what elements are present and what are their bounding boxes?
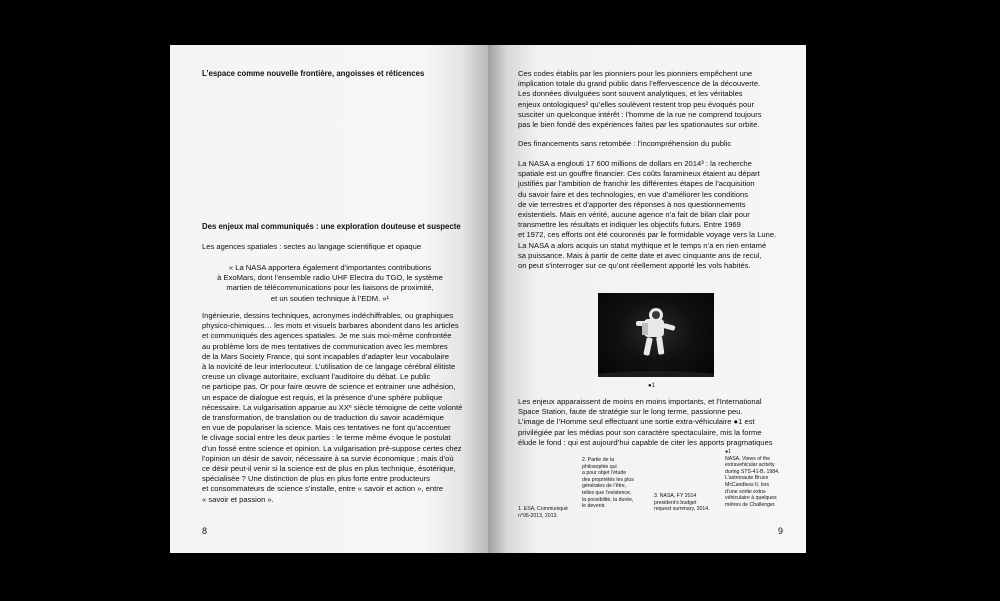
text-line: à la novicité de leur interlocuteur. L’utilisation de ce langage cérébral élitiste (202, 362, 456, 372)
footnote-line: request summary, 2014. (654, 506, 710, 513)
text-line: de vie terrestres et d’apporter des réponses à nos questionnements (518, 199, 746, 209)
quote-line: « La NASA apportera également d’importantes contributions (228, 263, 432, 272)
text-line: implication totale du grand public dans l’effervescence de la découverte. (518, 79, 761, 89)
footnote-line: n°06-2013, 2013. (518, 512, 558, 519)
text-line: de la Mars Society France, qui sont incapables d’adapter leur vocabulaire (202, 351, 449, 361)
quote-line: et un soutien technique à l’EDM. »¹ (270, 293, 390, 303)
footnote-line: 2. Partie de la (582, 457, 615, 463)
text-line: Les enjeux apparaissent de moins en moins importants, et l’International (518, 397, 762, 406)
footnote-line: during STS-41-B, 1984. (725, 468, 780, 475)
text-line: creuse un clivage autoritaire, excluant l’auditoire du débat. Le public (202, 372, 431, 382)
text-line: privilégiée par les médias pour son caractère spectaculaire, mis la forme (518, 427, 762, 437)
subheading: Les agences spatiales : sectes au langage scientifique et opaque (202, 242, 422, 251)
footnote-line: 3. NASA, FY 2014 (654, 493, 697, 499)
text-line: et consommateurs de science s’installe, entre « savoir et action », entre (202, 484, 444, 494)
footnote-line: véhiculaire à quelques (725, 495, 777, 502)
text-line: L’image de l’Homme seul effectuant une sortie extra-véhiculaire ●1 est (518, 417, 755, 427)
text-line: spécialisée ? Une distinction de plus en plus forte entre producteurs (202, 474, 430, 484)
text-line: du savoir faire et des technologies, en vue d’améliorer les conditions (518, 189, 749, 199)
section-heading: Des enjeux mal communiqués : une exploration douteuse et suspecte (202, 222, 461, 231)
text-line: Space Station, faute de stratégie sur le long terme, passionne peu. (518, 407, 743, 417)
book-spread (170, 45, 806, 553)
text-line: La NASA a alors acquis un statut mythique et le temps n’a en rien entamé (518, 240, 767, 250)
text-line: élude le fond : qui est aujourd’hui capable de citer les apports pragmatiques (518, 437, 773, 447)
text-line: on peut s’interroger sur ce qu’ont réellement apporté les vols habités. (518, 261, 751, 271)
body-text (202, 311, 462, 505)
right-page (488, 45, 806, 553)
astronaut-icon (598, 293, 714, 377)
quote-line: martien de télécommunications pour les liaisons de proximité, (226, 283, 434, 293)
text-line: transmettre les résultats et indiquer les objectifs futurs. Entre 1969 (518, 220, 741, 230)
footnote-line: générales de l’être, (582, 483, 627, 490)
footnote-line: ●1 (725, 449, 732, 455)
text-line: l’opinion un désir de savoir, nécessaire à sa survie économique ; mais d’où (202, 453, 454, 463)
footnote-line: NASA, Views of the (725, 455, 771, 462)
footnote-line: philosophie qui (582, 463, 617, 470)
page-number-left: 8 (202, 526, 208, 536)
footnote-line: la possibilité, la durée, (582, 496, 634, 503)
text-line: Ingénieurie, dessins techniques, acronymes indéchiffrables, ou graphiques (202, 311, 454, 320)
text-line: sa puissance. Mais à partir de cette date et avec cinquante ans de recul, (518, 250, 762, 260)
footnote-line: 1. ESA, Communiqué (518, 506, 568, 512)
text-line: au problème lors de mes tentatives de communication avec les membres (202, 341, 448, 351)
footnote-3 (654, 493, 710, 513)
footnote-line: extravehicular activity (725, 462, 775, 469)
page-number-right: 9 (778, 526, 784, 536)
footnote-line: mètres de Challenger. (725, 501, 776, 508)
text-line: et 1972, ces efforts ont été couronnés par le formidable voyage vers la Lune. (518, 230, 777, 240)
text-line: physico-chimiques… les mots et visuels barbares abondent dans les articles (202, 321, 459, 331)
left-page (170, 45, 488, 553)
text-line: en vue de populariser la science. Mais ces tentatives ne font qu’accentuer (202, 423, 451, 433)
text-line: spatiale est un gouffre financier. Ces coûts faramineux étaient au départ (518, 169, 760, 179)
text-line: nécessaire. La vulgarisation apparue au XXᵉ siècle témoigne de cette volonté (202, 402, 463, 412)
text-line: le clivage social entre les deux parties : le terme même évoque le postulat (202, 433, 451, 443)
quote-line: à ExoMars, dont l’ensemble radio UHF Electra du TGO, le système (217, 273, 443, 283)
astronaut-photo (598, 293, 714, 377)
footnote-1 (518, 506, 568, 519)
footnote-2 (582, 457, 634, 510)
footnote-line: president’s budget (654, 499, 697, 506)
footnote-line: d’une sortie extra- (725, 488, 767, 495)
text-line: d’un fossé entre science et opinion. La vulgarisation pré-suppose certes chez (202, 443, 462, 453)
text-line: et communiqués des agences spatiales. Je me suis moi-même confrontée (202, 331, 452, 341)
text-line: ce désir peut-il venir si la science est de plus en plus technique, ésotérique, (202, 464, 456, 474)
text-line: La NASA a englouti 17 600 millions de dollars en 2014³ : la recherche (518, 159, 752, 168)
footnote-line: a pour objet l’étude (582, 470, 627, 477)
quote-block (202, 263, 458, 304)
footnote-line: des propriétés les plus (582, 476, 634, 483)
closing-text (518, 397, 773, 448)
text-line: un espace de dialogue est requis, et la présence d’une sphère publique (202, 392, 443, 402)
text-line: ne participe pas. Or pour faire œuvre de science et entrainer une adhésion, (202, 382, 456, 392)
subheading: Des financements sans retombée : l’incompréhension du public (518, 139, 732, 148)
text-line: existentiels. Mais en vérité, aucune agence n’a fait de bilan clair pour (518, 210, 750, 220)
figure-marker: ●1 (648, 383, 655, 389)
page-title: L’espace comme nouvelle frontière, angoisses et réticences (202, 69, 425, 78)
text-line: enjeux ontologiques² qu’elles soulèvent restent trop peu évoqués pour (518, 99, 754, 109)
text-line: Les données divulguées sont souvent analytiques, et les véritables (518, 89, 743, 99)
text-line: susciter un quelconque intérêt : l’homme de la rue ne comprend toujours (518, 109, 762, 119)
text-line: de transformation, de translation ou de traduction du savoir académique (202, 413, 444, 423)
funding-text (518, 159, 776, 271)
text-line: « savoir et passion ». (202, 494, 274, 504)
text-line: Ces codes établis par les pionniers pour les pionniers empêchent une (518, 69, 753, 78)
figure-caption (725, 449, 780, 508)
footnote-line: L’astronaute Bruce (725, 475, 769, 482)
footnote-line: McCandless II, lors (725, 481, 770, 488)
footnote-line: le devenir. (582, 503, 606, 510)
footnote-line: telles que l’existence, (582, 489, 632, 496)
text-line: justifiés par l’ambition de franchir les différentes étapes de l’acquisition (518, 179, 755, 189)
intro-text (518, 69, 762, 130)
text-line: pas le bien fondé des expériences faites par les spationautes sur orbite. (518, 120, 760, 130)
